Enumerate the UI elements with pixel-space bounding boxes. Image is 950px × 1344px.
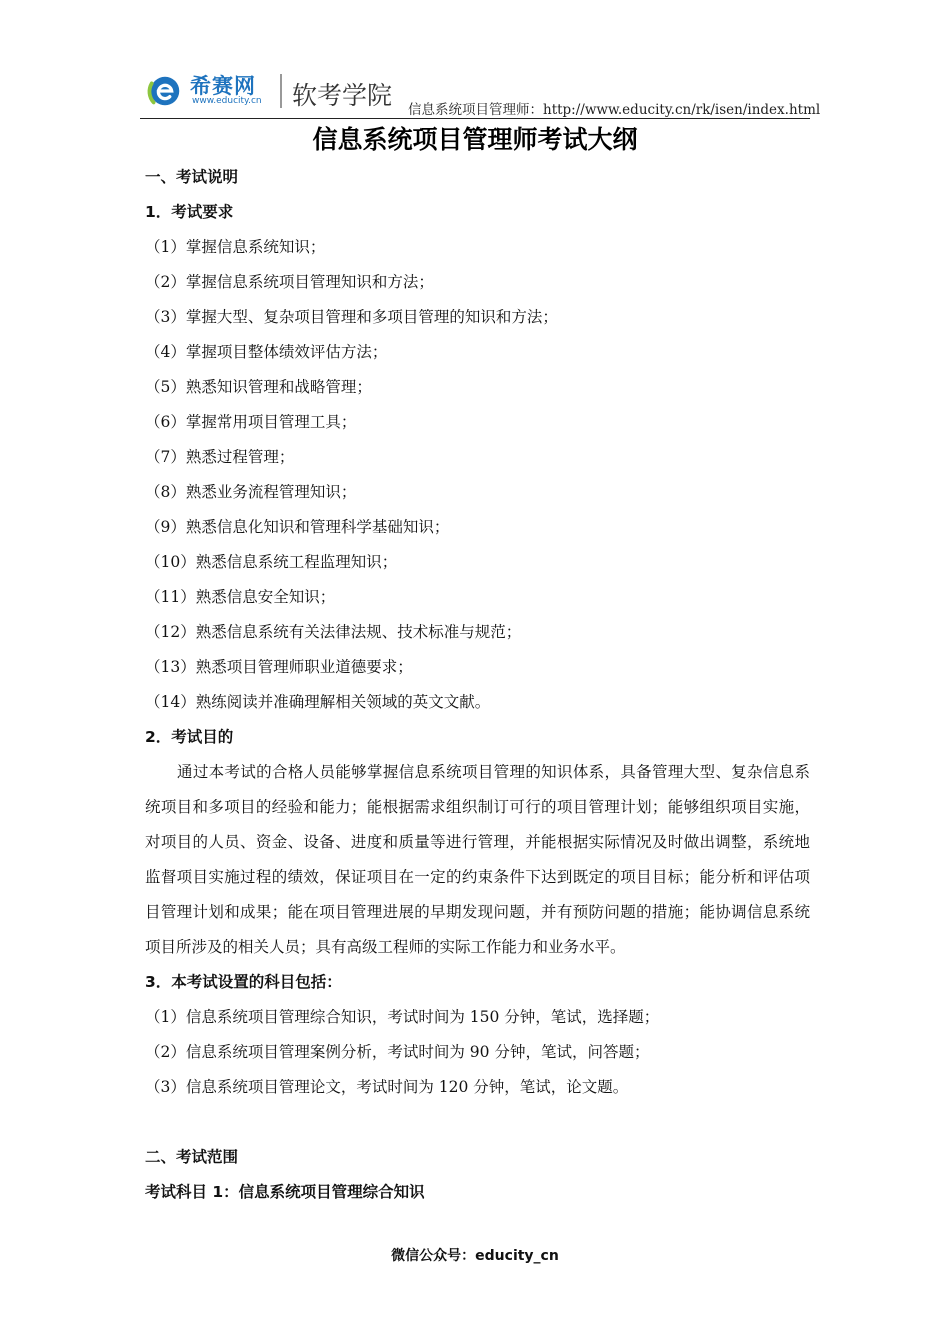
list-item: （7）熟悉过程管理； bbox=[145, 448, 295, 466]
list-item: （4）掌握项目整体绩效评估方法； bbox=[145, 343, 388, 361]
spacer bbox=[145, 1105, 810, 1140]
list-item: （8）熟悉业务流程管理知识； bbox=[145, 483, 357, 501]
logo-text: 希赛网 bbox=[190, 74, 256, 98]
document-title: 信息系统项目管理师考试大纲 bbox=[312, 125, 638, 154]
requirements-list bbox=[145, 230, 810, 720]
logo-url: www.educity.cn bbox=[192, 96, 262, 106]
list-item: （13）熟悉项目管理师职业道德要求； bbox=[145, 658, 413, 676]
educity-logo-icon bbox=[146, 72, 184, 110]
list-item: （2）掌握信息系统项目管理知识和方法； bbox=[145, 273, 434, 291]
subsection-heading: 考试科目 1：信息系统项目管理综合知识 bbox=[145, 1183, 425, 1201]
header-link[interactable]: 信息系统项目管理师：http://www.educity.cn/rk/isen/index.html bbox=[408, 102, 821, 118]
purpose-paragraph: 通过本考试的合格人员能够掌握信息系统项目管理的知识体系，具备管理大型、复杂信息系统项目和多项目的经验和能力；能根据需求组织制订可行的项目管理计划；能够组织项目实施，对项目的人员、资金、设备、进度和质量等进行管理，并能根据实际情况及时做出调整，系统地监督项目实施过程的绩效，保证项目在一定的约束条件下达到既定的项目目标；能分析和评估项目管理计划和成果；能在项目管理进展的早期发现问题，并有预防问题的措施；能协调信息系统项目所涉及的相关人员；具有高级工程师的实际工作能力和业务水平。 bbox=[145, 763, 810, 956]
list-item: （6）掌握常用项目管理工具； bbox=[145, 413, 357, 431]
subsection-heading: 1．考试要求 bbox=[145, 203, 234, 221]
list-item: （1）信息系统项目管理综合知识，考试时间为 150 分钟，笔试，选择题； bbox=[145, 1008, 660, 1026]
list-item: （5）熟悉知识管理和战略管理； bbox=[145, 378, 372, 396]
section-heading: 一、考试说明 bbox=[145, 168, 239, 186]
list-item: （12）熟悉信息系统有关法律法规、技术标准与规范； bbox=[145, 623, 522, 641]
list-item: （14）熟练阅读并准确理解相关领域的英文文献。 bbox=[145, 693, 491, 711]
section-heading: 二、考试范围 bbox=[145, 1148, 239, 1166]
list-item: （1）掌握信息系统知识； bbox=[145, 238, 326, 256]
list-item: （3）信息系统项目管理论文，考试时间为 120 分钟，笔试，论文题。 bbox=[145, 1078, 629, 1096]
subjects-list bbox=[145, 1000, 810, 1105]
list-item: （2）信息系统项目管理案例分析，考试时间为 90 分钟，笔试，问答题； bbox=[145, 1043, 650, 1061]
list-item: （9）熟悉信息化知识和管理科学基础知识； bbox=[145, 518, 450, 536]
list-item: （3）掌握大型、复杂项目管理和多项目管理的知识和方法； bbox=[145, 308, 558, 326]
document-body bbox=[145, 160, 810, 1210]
page-footer: 微信公众号：educity_cn bbox=[391, 1248, 559, 1264]
subsection-heading: 2．考试目的 bbox=[145, 728, 234, 746]
list-item: （10）熟悉信息系统工程监理知识； bbox=[145, 553, 398, 571]
subsection-heading: 3．本考试设置的科目包括： bbox=[145, 973, 342, 991]
brand-name: 软考学院 bbox=[292, 81, 393, 110]
header-divider bbox=[280, 74, 282, 108]
page-header bbox=[140, 66, 821, 119]
list-item: （11）熟悉信息安全知识； bbox=[145, 588, 336, 606]
